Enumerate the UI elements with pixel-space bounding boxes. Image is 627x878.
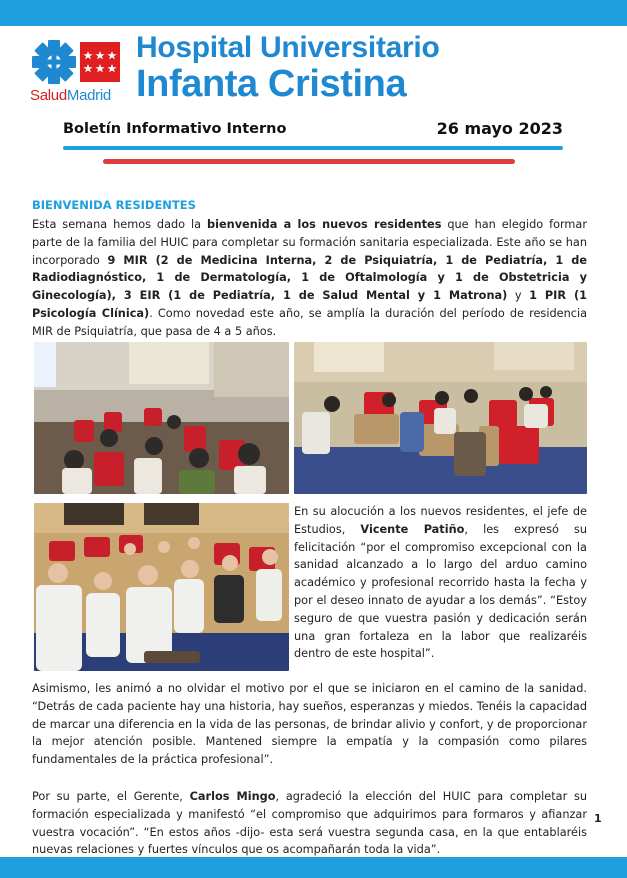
header-divider-red	[103, 159, 515, 164]
madrid-flag-icon	[80, 42, 120, 82]
top-color-bar	[0, 0, 627, 26]
section-title: BIENVENIDA RESIDENTES	[32, 198, 196, 212]
bottom-color-bar	[0, 857, 627, 878]
motivation-paragraph: Asimismo, les animó a no olvidar el motivo por el que se iniciaron en el camino de la sanidad. “Detrás de cada paciente hay una historia, hay sueños, esperanzas y miedos. Tenéis la capacidad de marcar una diferencia en la vida de las personas, de brindar alivio y confort, y de proporcionar la mejor atención posible. Mantened siempre la empatía y la compasión como pilares fundamentales de la práctica profesional”.	[32, 682, 587, 767]
page-number: 1	[594, 812, 602, 825]
hospital-title-line1: Hospital Universitario	[136, 31, 440, 64]
bulletin-title: Boletín Informativo Interno	[63, 121, 287, 137]
intro-paragraph: Esta semana hemos dado la bienvenida a los nuevos residentes que han elegido formar parte de la familia del HUIC para completar su formación sanitaria especializada. Este año se han incorporado 9 MIR (2 de Medicina Interna, 2 de Psiquiatría, 1 de Pediatría, 1 de Radiodiagnóstico, 1 de Dermatología, 1 de Oftalmología y 1 de Obstetricia y Ginecología), 3 EIR (1 de Pediatría, 1 de Salud Mental y 1 Matrona) y 1 PIR (1 Psicología Clínica). Como novedad este año, se amplía la duración del período de residencia MIR de Psiquiatría, que pasa de 4 a 5 años.	[32, 218, 588, 338]
photo-auditorium-left	[34, 342, 289, 494]
manager-paragraph: Por su parte, el Gerente, Carlos Mingo, agradeció la elección del HUIC para completar su formación especializada y manifestó “el compromiso que adquirimos para formaros y afianzar vuestra vocación”. “En estos años -dijo- esta será vuestra segunda casa, en la que entablaréis nuevas relaciones y fuertes vínculos que os acompañarán toda la vida”.	[32, 790, 588, 857]
photo-audience-doctors	[34, 503, 289, 671]
brand-wordmark: SaludMadrid	[30, 87, 111, 104]
bulletin-date: 26 mayo 2023	[436, 119, 563, 138]
hospital-title	[136, 33, 439, 103]
photo-auditorium-right	[294, 342, 587, 494]
hospital-title-line2: Infanta Cristina	[136, 63, 407, 105]
salud-madrid-logo	[30, 38, 130, 108]
header-divider-blue	[63, 146, 563, 150]
studies-chief-paragraph: En su alocución a los nuevos residentes, el jefe de Estudios, Vicente Patiño, les expresó su felicitación “por el compromiso excepcional con la sanidad alcanzado a lo largo del arduo camino académico y profesional recorrido hasta la fecha y por el deseo innato de ayudar a los demás”. “Estoy seguro de que vuestra pasión y dedicación serán una gran fortaleza en la labor que realizaréis dentro de este hospital”.	[294, 505, 587, 661]
salud-star-icon	[30, 38, 78, 86]
